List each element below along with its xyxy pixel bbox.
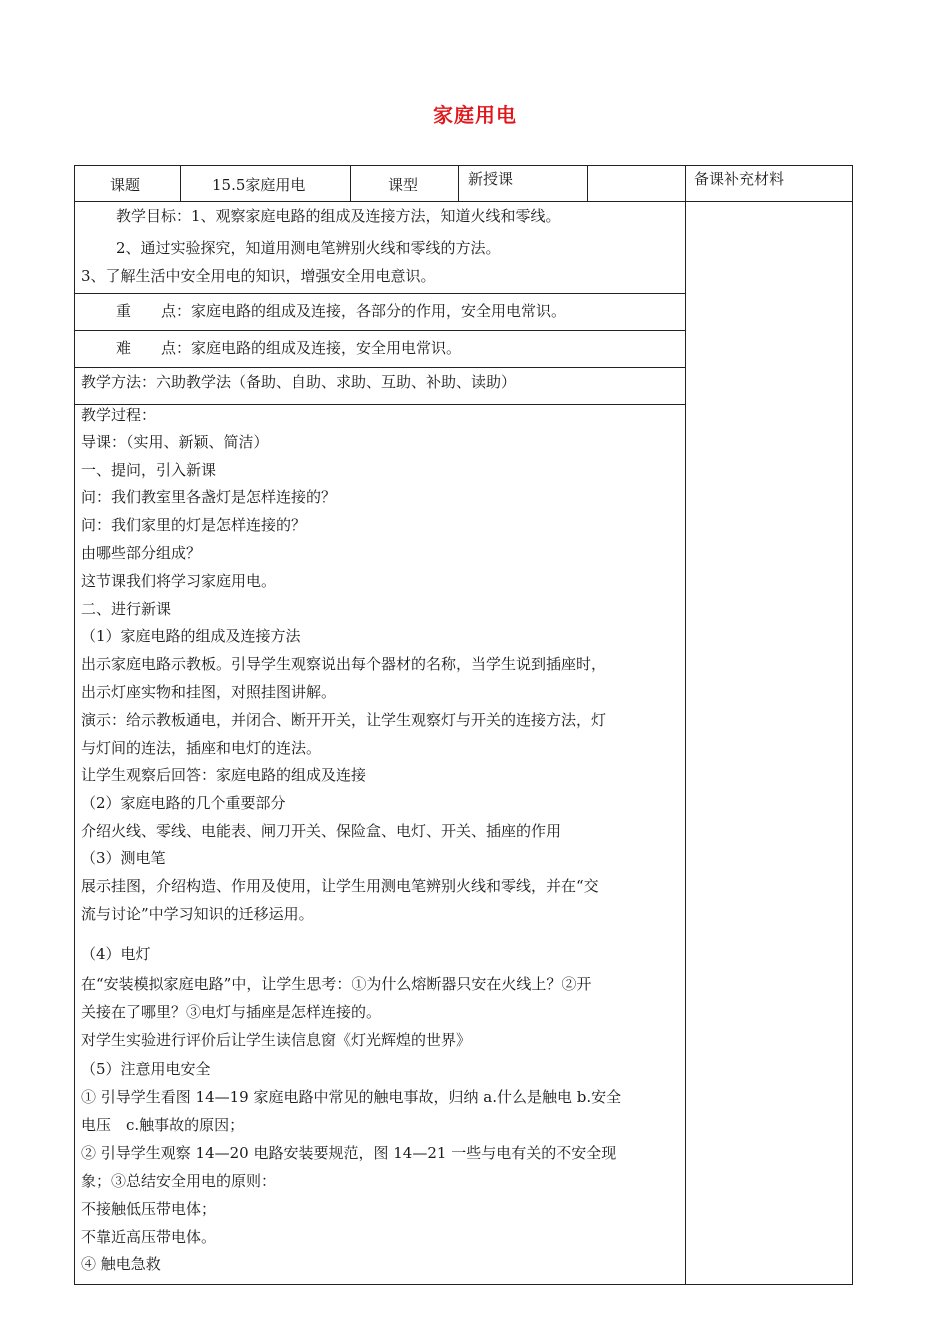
process-line: 导课：（实用、新颖、简洁）	[81, 433, 269, 451]
process-line: 问：我们家里的灯是怎样连接的？	[81, 516, 307, 534]
header-divider-4	[587, 165, 588, 201]
document-title: 家庭用电	[433, 103, 517, 127]
objective-line: 2、通过实验探究，知道用测电笔辨别火线和零线的方法。	[116, 239, 501, 257]
process-line: 与灯间的连法，插座和电灯的连法。	[81, 739, 322, 757]
process-line: 问：我们教室里各盏灯是怎样连接的？	[81, 488, 337, 506]
process-line: 对学生实验进行评价后让学生读信息窗《灯光辉煌的世界》	[81, 1031, 472, 1049]
process-line: 介绍火线、零线、电能表、闸刀开关、保险盒、电灯、开关、插座的作用	[81, 822, 562, 840]
process-line: （4）电灯	[81, 945, 151, 963]
process-line: （3）测电笔	[81, 849, 166, 867]
key-points: 重 点：家庭电路的组成及连接，各部分的作用，安全用电常识。	[116, 302, 567, 320]
process-line: 电压 c.触事故的原因；	[81, 1116, 245, 1134]
process-line: 一、提问，引入新课	[81, 461, 217, 479]
side-column-heading: 备课补充材料	[694, 170, 785, 188]
header-type-label: 课型	[388, 176, 419, 194]
method-divider	[74, 404, 685, 405]
header-type-value: 新授课	[468, 170, 514, 188]
header-subject-label: 课题	[110, 176, 141, 194]
objective-line: 教学目标：1、观察家庭电路的组成及连接方法，知道火线和零线。	[116, 207, 561, 225]
header-subject-value: 15.5家庭用电	[212, 176, 306, 194]
process-line: ④ 触电急救	[81, 1255, 161, 1273]
process-line: 二、进行新课	[81, 600, 172, 618]
process-line: 展示挂图，介绍构造、作用及使用，让学生用测电笔辨别火线和零线，并在“交	[81, 877, 599, 895]
header-divider-1	[180, 165, 181, 201]
header-divider-2	[350, 165, 351, 201]
side-column-divider	[685, 165, 686, 1285]
process-line: 演示：给示教板通电，并闭合、断开开关，让学生观察灯与开关的连接方法，灯	[81, 711, 607, 729]
key-points-divider	[74, 330, 685, 331]
objectives-divider	[74, 293, 685, 294]
process-line: 流与讨论”中学习知识的迁移运用。	[81, 905, 314, 923]
process-line: （2）家庭电路的几个重要部分	[81, 794, 286, 812]
process-line: 不靠近高压带电体。	[81, 1228, 217, 1246]
process-line: 出示家庭电路示教板。引导学生观察说出每个器材的名称，当学生说到插座时，	[81, 655, 607, 673]
process-line: 在“安装模拟家庭电路”中，让学生思考：①为什么熔断器只安在火线上？②开	[81, 975, 592, 993]
process-line: ① 引导学生看图 14—19 家庭电路中常见的触电事故，归纳 a.什么是触电 b.安全	[81, 1088, 622, 1106]
process-line: 让学生观察后回答：家庭电路的组成及连接	[81, 766, 367, 784]
process-line: 象；③总结安全用电的原则：	[81, 1172, 277, 1190]
teaching-method: 教学方法：六助教学法（备助、自助、求助、互助、补助、读助）	[81, 373, 517, 391]
process-line: 由哪些部分组成？	[81, 544, 202, 562]
objective-line: 3、了解生活中安全用电的知识，增强安全用电意识。	[81, 267, 436, 285]
process-line: （5）注意用电安全	[81, 1060, 211, 1078]
difficult-points: 难 点：家庭电路的组成及连接，安全用电常识。	[116, 339, 462, 357]
process-line: 出示灯座实物和挂图，对照挂图讲解。	[81, 683, 337, 701]
process-line: 教学过程：	[81, 406, 157, 424]
process-line: ② 引导学生观察 14—20 电路安装要规范，图 14—21 一些与电有关的不安全现	[81, 1144, 617, 1162]
header-divider-3	[458, 165, 459, 201]
difficult-points-divider	[74, 367, 685, 368]
process-line: （1）家庭电路的组成及连接方法	[81, 627, 301, 645]
process-line: 关接在了哪里？③电灯与插座是怎样连接的。	[81, 1003, 382, 1021]
process-line: 这节课我们将学习家庭用电。	[81, 572, 277, 590]
process-line: 不接触低压带电体；	[81, 1200, 217, 1218]
header-row-divider	[74, 201, 853, 202]
